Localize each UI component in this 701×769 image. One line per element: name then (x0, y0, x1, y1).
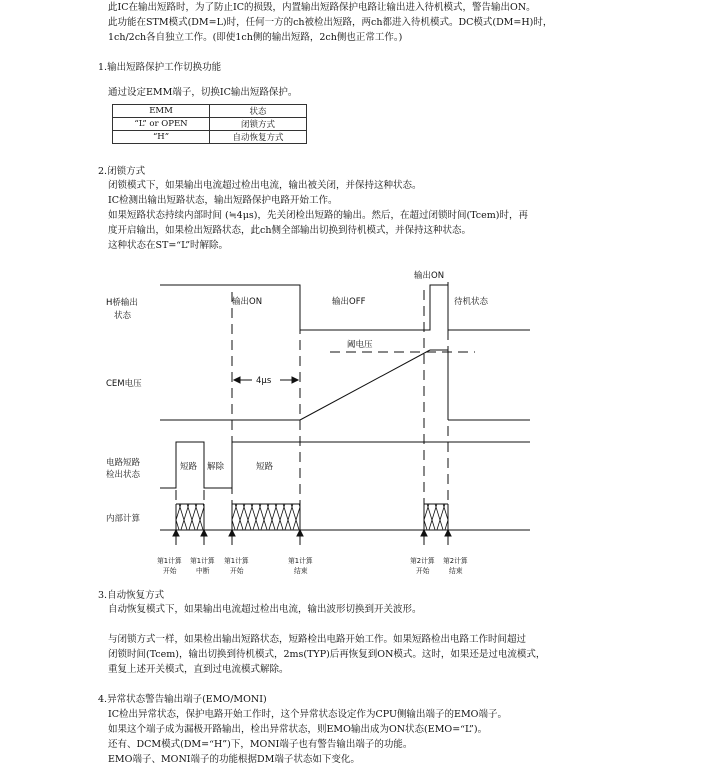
intro-line-2: 此功能在STM模式(DM=L)时，任何一方的ch被检出短路，两ch都进入待机模式。DC模式(DM=H)时， (108, 17, 553, 28)
row-label-short-1: 电路短路 (106, 458, 141, 468)
section-3-line-4: 重复上述开关模式，直到过电流模式解除。 (108, 664, 289, 675)
section-1-heading: 1.输出短路保护工作切换功能 (98, 62, 222, 73)
section-2-line-4: 度开启输出，如果检出短路状态，此ch侧全部输出切换到待机模式，并保持这种状态。 (108, 225, 471, 236)
section-4-line-2: 如果这个端子成为漏极开路输出，检出异常状态，则EMO输出成为ON状态(EMO=“L”)。 (108, 724, 488, 735)
top-output-on-label: 输出ON (414, 271, 445, 281)
section-3-line-1: 自动恢复模式下，如果输出电流超过检出电流，输出波形切换到开关波形。 (108, 604, 422, 615)
time-label: 4μs (256, 376, 272, 386)
section-2-line-5: 这种状态在ST=“L”时解除。 (108, 240, 229, 251)
timer-waveform (160, 504, 530, 530)
event-label: 第2计算 (410, 557, 435, 565)
table-cell: 闭锁方式 (210, 118, 307, 131)
section-2-line-1: 闭锁模式下，如果输出电流超过检出电流，输出被关闭，并保持这种状态。 (108, 180, 422, 191)
event-label: 开始 (416, 567, 430, 575)
table-cell: 自动恢复方式 (210, 131, 307, 144)
section-3-line-3: 闭锁时间(Tcem)，输出切换到待机模式，2ms(TYP)后再恢复到ON模式。这时，如果还是过电流模式， (108, 649, 546, 660)
event-label: 开始 (163, 567, 177, 575)
table-header-cell: 状态 (210, 105, 307, 118)
section-4-line-4: EMO端子、MONI端子的功能根据DM端子状态如下变化。 (108, 754, 360, 765)
row-label-hbridge: H桥输出 (106, 298, 138, 308)
state-output-on: 输出ON (232, 297, 263, 307)
timer-hatch-2 (232, 504, 300, 530)
event-label: 结束 (294, 567, 308, 575)
intro-line-3: 1ch/2ch各自独立工作。(即使1ch侧的输出短路，2ch侧也正常工作。) (108, 32, 403, 43)
intro-line-1: 此IC在输出短路时，为了防止IC的损毁，内置输出短路保护电路让输出进入待机模式，警告输出ON。 (108, 2, 536, 13)
row-label-cem: CEM电压 (106, 379, 142, 389)
short-label-b: 短路 (256, 462, 274, 472)
release-label: 解除 (207, 462, 225, 472)
hbridge-waveform (160, 285, 530, 330)
section-4-heading: 4.异常状态警告输出端子(EMO/MONI) (98, 694, 267, 705)
section-2-line-2: IC检测出输出短路状态，输出短路保护电路开始工作。 (108, 195, 338, 206)
table-cell: “H” (113, 131, 210, 144)
row-label-hbridge-2: 状态 (114, 311, 132, 321)
section-2-line-3: 如果短路状态持续内部时间 (≒4μs)，先关闭检出短路的输出。然后，在超过闭锁时间(Tcem)时，再 (108, 210, 528, 221)
section-2-heading: 2.闭锁方式 (98, 166, 146, 177)
event-label: 中断 (196, 567, 210, 575)
event-label: 第1计算 (157, 557, 182, 565)
event-label: 第1计算 (224, 557, 249, 565)
section-3-line-2: 与闭锁方式一样，如果检出输出短路状态，短路检出电路开始工作。如果短路检出电路工作时间超过 (108, 634, 527, 645)
timer-hatch-3 (424, 504, 448, 530)
state-standby: 待机状态 (454, 297, 489, 307)
event-label: 第1计算 (190, 557, 215, 565)
table-header-cell: EMM (113, 105, 210, 118)
row-label-timer: 内部计算 (106, 514, 141, 524)
short-label-a: 短路 (180, 462, 198, 472)
row-label-short-2: 检出状态 (106, 470, 141, 480)
state-output-off: 输出OFF (332, 297, 366, 307)
timer-hatch-1 (176, 504, 204, 530)
event-label: 第2计算 (443, 557, 468, 565)
event-label: 开始 (230, 567, 244, 575)
event-arrows (173, 530, 451, 545)
cem-waveform (160, 350, 530, 420)
table-cell: “L” or OPEN (113, 118, 210, 131)
event-label: 结束 (449, 567, 463, 575)
section-4-line-1: IC检出异常状态，保护电路开始工作时，这个异常状态设定作为CPU侧输出端子的EMO端子。 (108, 709, 507, 720)
event-label: 第1计算 (288, 557, 313, 565)
section-3-heading: 3.自动恢复方式 (98, 590, 165, 601)
section-1-para: 通过设定EMM端子，切换IC输出短路保护。 (108, 87, 298, 98)
threshold-label: 阈电压 (347, 340, 373, 350)
section-4-line-3: 还有、DCM模式(DM=“H”)下，MONI端子也有警告输出端子的功能。 (108, 739, 413, 750)
